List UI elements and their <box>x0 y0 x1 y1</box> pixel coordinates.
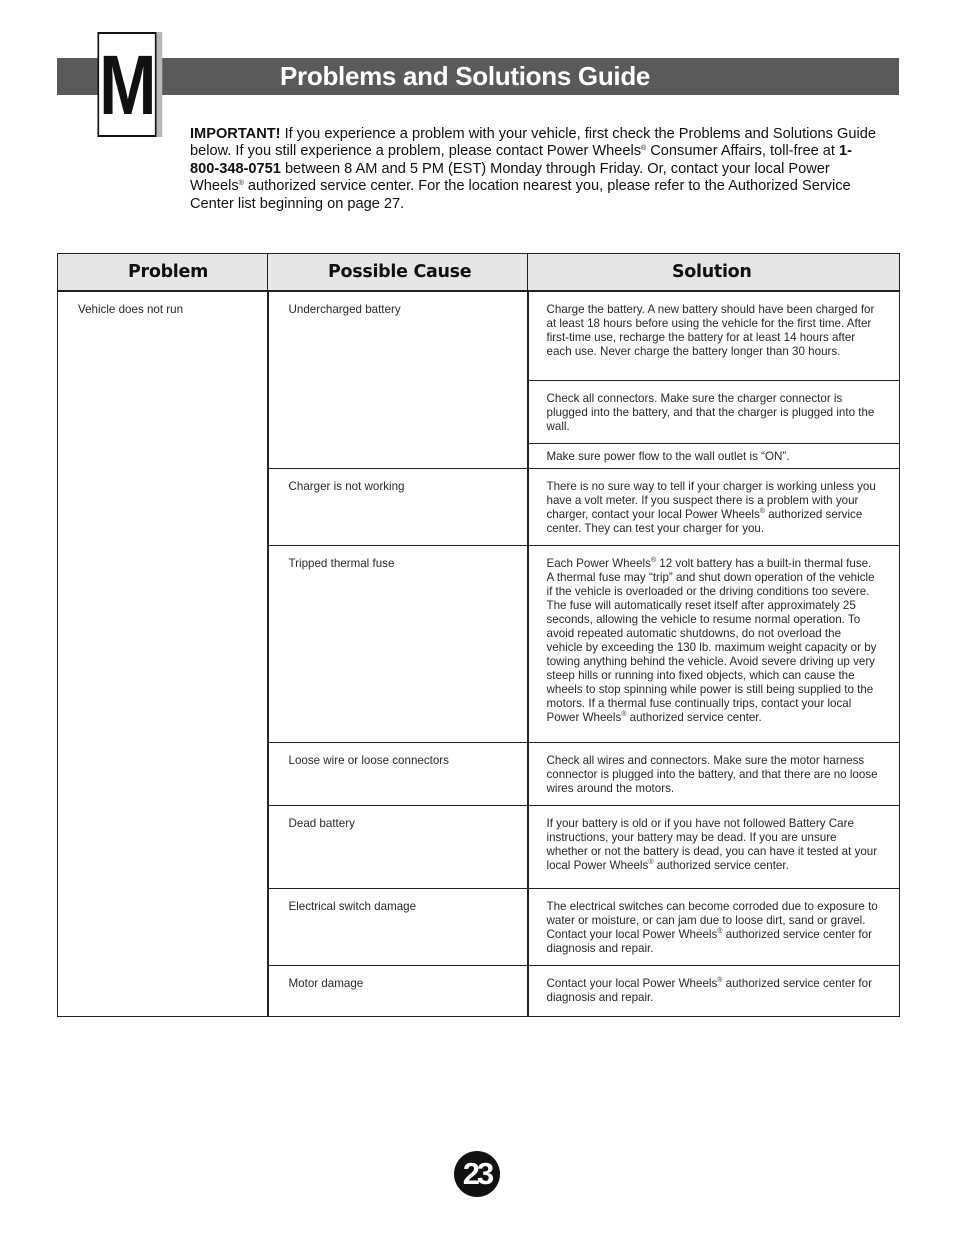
cause-text: Undercharged battery <box>288 303 401 316</box>
solution-text: authorized service center. They can test your charger for you. <box>546 508 863 535</box>
cause-text: Charger is not working <box>288 480 405 493</box>
cause-cell <box>268 546 528 743</box>
solution-cell <box>528 889 900 966</box>
page-number-badge: 23 <box>454 1151 500 1197</box>
solution-text: 12 volt battery has a built-in thermal fuse. A thermal fuse may “trip” and shut down operation of the vehicle if the vehicle is overloaded or the driving conditions too severe. The fuse will automatically reset itself after approximately 25 seconds, allowing the vehicle to resume normal operation. To avoid repeated automatic shutdowns, do not overload the vehicle by exceeding the 130 lb. maximum weight capacity or by towing anything behind the vehicle. Avoid severe driving up very steep hills or running into fixed objects, which can cause the wheels to stop spinning while power is still being supplied to the motors. If a thermal fuse continually trips, contact your local Power Wheels <box>546 557 877 724</box>
page-title: Problems and Solutions Guide <box>280 61 651 91</box>
registered-mark: ® <box>717 977 723 984</box>
registered-mark: ® <box>759 508 765 515</box>
intro-text: between 8 AM and 5 PM (EST) Monday through Friday. Or, contact your local Power Wheels <box>190 160 830 195</box>
cause-text: Loose wire or loose connectors <box>288 754 449 767</box>
problems-solutions-table <box>57 253 900 1017</box>
phone-number: 1-800-348-0751 <box>190 143 852 177</box>
solution-text: authorized service center. <box>626 711 762 724</box>
registered-mark: ® <box>641 145 647 153</box>
cause-text: Motor damage <box>288 977 364 990</box>
solution-cell <box>528 806 900 889</box>
solution-text: authorized service center for diagnosis and repair. <box>546 977 872 1004</box>
registered-mark: ® <box>648 859 654 866</box>
solution-cell <box>528 291 900 381</box>
solution-cell <box>528 469 900 546</box>
cause-cell <box>268 966 528 1017</box>
intro-text: authorized service center. For the location nearest you, please refer to the Authorized Service Center list beginning on page 27. <box>190 178 851 212</box>
solution-cell <box>528 546 900 743</box>
column-header-cause: Possible Cause <box>268 254 528 292</box>
solution-cell <box>528 966 900 1017</box>
solution-text: Charge the battery. A new battery should have been charged for at least 18 hours before using the vehicle for the first time. After first-time use, recharge the battery for at least 14 hours after each use. Never charge the battery longer than 30 hours. <box>546 303 875 358</box>
problem-text: Vehicle does not run <box>78 303 184 316</box>
solution-text: authorized service center. <box>653 859 789 872</box>
cause-text: Dead battery <box>288 817 355 830</box>
cause-text: Tripped thermal fuse <box>288 557 395 570</box>
cause-cell <box>268 806 528 889</box>
solution-text: authorized service center for diagnosis and repair. <box>546 928 872 955</box>
solution-text: There is no sure way to tell if your charger is working unless you have a volt meter. If you suspect there is a problem with your charger, contact your local Power Wheels <box>546 480 876 521</box>
solution-text: Make sure power flow to the wall outlet is “ON”. <box>546 450 790 463</box>
column-header-problem: Problem <box>58 254 268 292</box>
intro-text: Consumer Affairs, toll-free at <box>646 143 839 160</box>
solution-cell <box>528 381 900 444</box>
solution-text: Each Power Wheels <box>546 557 651 570</box>
cause-text: Electrical switch damage <box>288 900 417 913</box>
section-letter-tab: M <box>97 32 156 137</box>
cause-cell <box>268 743 528 806</box>
cause-cell <box>268 889 528 966</box>
registered-mark: ® <box>238 180 244 188</box>
solution-cell <box>528 444 900 469</box>
table-row <box>58 291 900 381</box>
important-label: IMPORTANT! <box>190 126 281 142</box>
solution-text: Check all wires and connectors. Make sure the motor harness connector is plugged into the battery, and that there are no loose wires around the motors. <box>546 754 878 795</box>
solution-text: Check all connectors. Make sure the charger connector is plugged into the battery, and that the charger is plugged into the wall. <box>546 392 875 433</box>
cause-cell <box>268 469 528 546</box>
cause-cell <box>268 291 528 469</box>
problem-cell <box>58 291 268 1017</box>
solution-cell <box>528 743 900 806</box>
table-header-row <box>58 254 900 292</box>
solution-text: The electrical switches can become corroded due to exposure to water or moisture, or can jam due to loose dirt, sand or gravel. Contact your local Power Wheels <box>546 900 878 941</box>
registered-mark: ® <box>717 928 723 935</box>
solution-text: If your battery is old or if you have not followed Battery Care instructions, your battery may be dead. If you are unsure whether or not the battery is dead, you can have it tested at your local Power Wheels <box>546 817 878 872</box>
intro-paragraph <box>190 126 880 213</box>
column-header-solution: Solution <box>528 254 900 292</box>
intro-text: If you experience a problem with your vehicle, first check the Problems and Solutions Guide below. If you still experience a problem, please contact Power Wheels <box>190 126 876 160</box>
solution-text: Contact your local Power Wheels <box>546 977 718 990</box>
registered-mark: ® <box>650 557 657 564</box>
registered-mark: ® <box>621 711 627 718</box>
